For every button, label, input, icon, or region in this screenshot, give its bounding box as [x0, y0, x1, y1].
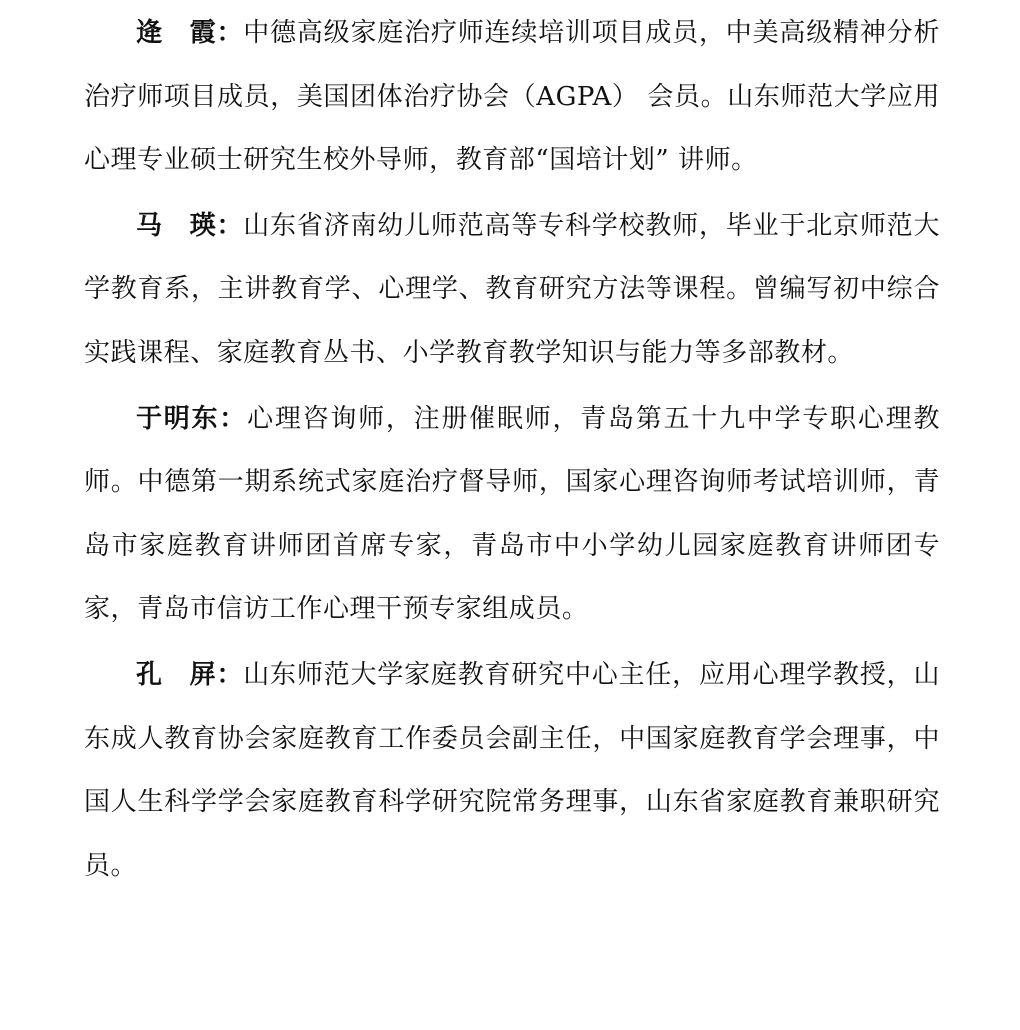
- bio-name: 逄 霞: [136, 18, 217, 48]
- bio-name: 马 瑛: [136, 210, 217, 241]
- bio-text: 心理咨询师，注册催眠师，青岛第五十九中学专职心理教师。中德第一期系统式家庭治疗督导师，国家心理咨询师考试培训师，青岛市家庭教育讲师团首席专家，青岛市中小学幼儿园家庭教育讲师团专家，青岛市信访工作心理干预专家组成员。: [84, 403, 940, 625]
- bio-separator: ：: [216, 210, 244, 241]
- bio-separator: ：: [219, 403, 248, 434]
- bio-paragraph-ma-ying: [84, 195, 940, 386]
- bio-name: 孔 屏: [136, 659, 217, 690]
- bio-name: 于明东: [136, 403, 220, 434]
- bio-text: 中德高级家庭治疗师连续培训项目成员，中美高级精神分析治疗师项目成员，美国团体治疗协会（AGPA） 会员。山东师范大学应用心理专业硕士研究生校外导师，教育部“国培计划” 讲师。: [84, 18, 940, 176]
- bio-text: 山东省济南幼儿师范高等专科学校教师，毕业于北京师范大学教育系，主讲教育学、心理学、教育研究方法等课程。曾编写初中综合实践课程、家庭教育丛书、小学教育教学知识与能力等多部教材。: [84, 210, 940, 368]
- bio-paragraph-kong-ping: [84, 644, 940, 898]
- document-page: [84, 0, 940, 898]
- bio-separator: ：: [216, 659, 244, 690]
- bio-separator: ：: [216, 18, 244, 48]
- bio-text: 山东师范大学家庭教育研究中心主任，应用心理学教授，山东成人教育协会家庭教育工作委员会副主任，中国家庭教育学会理事，中国人生科学学会家庭教育科学研究院常务理事，山东省家庭教育兼职研究员。: [84, 659, 940, 881]
- bio-paragraph-pang-xia: [84, 2, 940, 193]
- bio-paragraph-yu-mingdong: [84, 388, 940, 642]
